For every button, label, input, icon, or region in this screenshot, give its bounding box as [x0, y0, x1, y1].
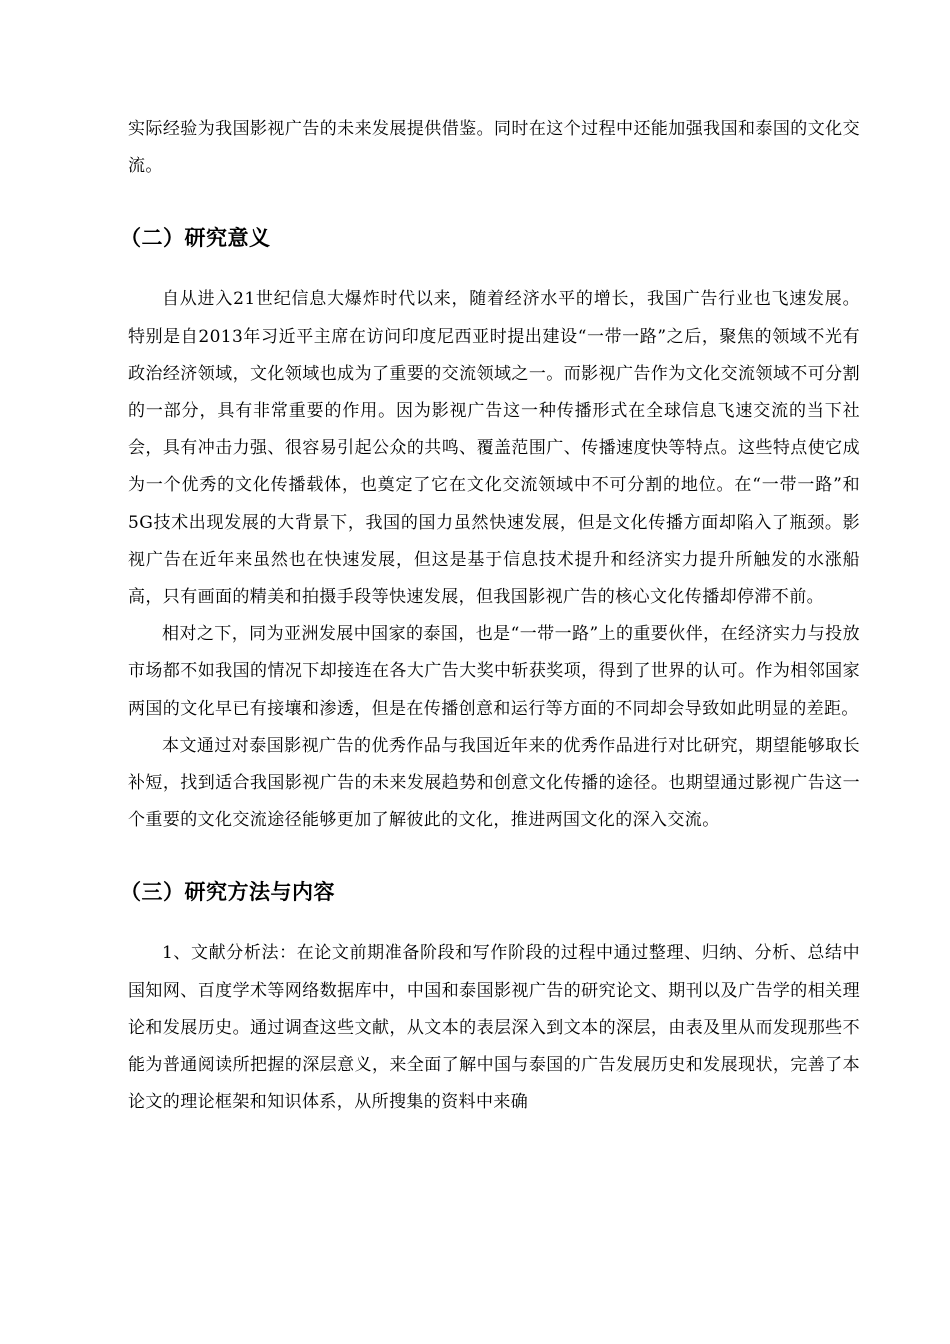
spacer	[128, 907, 860, 935]
spacer	[128, 185, 860, 223]
section-heading-research-significance: （二）研究意义	[120, 226, 271, 251]
body-paragraph: 1、文献分析法：在论文前期准备阶段和写作阶段的过程中通过整理、归纳、分析、总结中国知网、百度学术等网络数据库中，中国和泰国影视广告的研究论文、期刊以及广告学的相关理论和发展历史。通过调查这些文献，从文本的表层深入到文本的深层，由表及里从而发现那些不能为普通阅读所把握的深层意义，来全面了解中国与泰国的广告发展历史和发展现状，完善了本论文的理论框架和知识体系，从所搜集的资料中来确	[128, 943, 860, 1113]
section-heading-research-methods: （三）研究方法与内容	[120, 880, 335, 905]
body-paragraph: 相对之下，同为亚洲发展中国家的泰国，也是“一带一路”上的重要伙伴，在经济实力与投放市场都不如我国的情况下却接连在各大广告大奖中斩获奖项，得到了世界的认可。作为相邻国家两国的文化早已有接壤和渗透，但是在传播创意和运行等方面的不同却会导致如此明显的差距。	[128, 624, 860, 719]
intro-paragraph: 实际经验为我国影视广告的未来发展提供借鉴。同时在这个过程中还能加强我国和泰国的文化交流。	[128, 119, 860, 177]
body-paragraph: 本文通过对泰国影视广告的优秀作品与我国近年来的优秀作品进行对比研究，期望能够取长补短，找到适合我国影视广告的未来发展趋势和创意文化传播的途径。也期望通过影视广告这一个重要的文化交流途径能够更加了解彼此的文化，推进两国文化的深入交流。	[128, 735, 860, 831]
spacer	[128, 253, 860, 281]
spacer	[128, 839, 860, 877]
document-body	[120, 111, 860, 1121]
body-paragraph: 自从进入21世纪信息大爆炸时代以来，随着经济水平的增长，我国广告行业也飞速发展。特别是自2013年习近平主席在访问印度尼西亚时提出建设“一带一路”之后，聚焦的领域不光有政治经济领域，文化领域也成为了重要的交流领域之一。而影视广告作为文化交流领域不可分割的一部分，具有非常重要的作用。因为影视广告这一种传播形式在全球信息飞速交流的当下社会，具有冲击力强、很容易引起公众的共鸣、覆盖范围广、传播速度快等特点。这些特点使它成为一个优秀的文化传播载体，也奠定了它在文化交流领域中不可分割的地位。在“一带一路”和5G技术出现发展的大背景下，我国的国力虽然快速发展，但是文化传播方面却陷入了瓶颈。影视广告在近年来虽然也在快速发展，但这是基于信息技术提升和经济实力提升所触发的水涨船高，只有画面的精美和拍摄手段等快速发展，但我国影视广告的核心文化传播却停滞不前。	[128, 289, 860, 608]
